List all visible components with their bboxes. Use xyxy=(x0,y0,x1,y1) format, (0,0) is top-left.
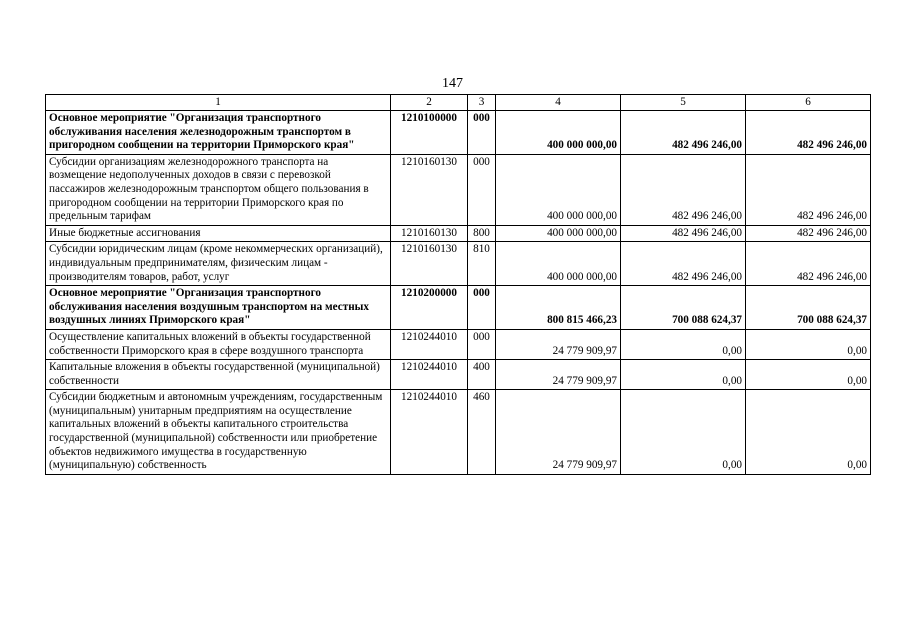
row-amount-col6: 482 496 246,00 xyxy=(746,225,871,242)
row-description: Иные бюджетные ассигнования xyxy=(46,225,391,242)
row-amount-col5: 700 088 624,37 xyxy=(621,286,746,330)
row-expense-type: 810 xyxy=(468,242,496,286)
row-amount-col5: 482 496 246,00 xyxy=(621,225,746,242)
table-row xyxy=(46,225,871,242)
budget-table xyxy=(45,94,871,475)
table-row xyxy=(46,329,871,359)
table-row xyxy=(46,286,871,330)
header-cell-4: 4 xyxy=(496,95,621,111)
row-description: Субсидии юридическим лицам (кроме некоммерческих организаций), индивидуальным предпринимателям, физическим лицам - производителям товаров, работ, услуг xyxy=(46,242,391,286)
header-cell-3: 3 xyxy=(468,95,496,111)
row-description: Осуществление капитальных вложений в объекты государственной собственности Приморского края в сфере воздушного транспорта xyxy=(46,329,391,359)
row-amount-col4: 24 779 909,97 xyxy=(496,360,621,390)
row-expense-type: 000 xyxy=(468,286,496,330)
row-target-code: 1210100000 xyxy=(391,111,468,155)
row-amount-col5: 482 496 246,00 xyxy=(621,242,746,286)
table-row xyxy=(46,242,871,286)
row-description: Основное мероприятие "Организация транспортного обслуживания населения железнодорожным транспортом в пригородном сообщении на территории Приморского края" xyxy=(46,111,391,155)
header-cell-6: 6 xyxy=(746,95,871,111)
row-expense-type: 000 xyxy=(468,329,496,359)
row-amount-col4: 800 815 466,23 xyxy=(496,286,621,330)
row-amount-col4: 400 000 000,00 xyxy=(496,154,621,225)
row-expense-type: 460 xyxy=(468,390,496,475)
row-expense-type: 800 xyxy=(468,225,496,242)
row-amount-col6: 482 496 246,00 xyxy=(746,242,871,286)
table-header-row xyxy=(46,95,871,111)
row-amount-col5: 0,00 xyxy=(621,329,746,359)
row-amount-col6: 0,00 xyxy=(746,329,871,359)
row-target-code: 1210244010 xyxy=(391,360,468,390)
table-row xyxy=(46,154,871,225)
row-description: Субсидии бюджетным и автономным учреждениям, государственным (муниципальным) унитарным предприятиям на осуществление капитальных вложений в объекты капитального строительства государственной (муниципальной) собственности или приобретение объектов недвижимого имущества в государственную (муниципальную) собственность xyxy=(46,390,391,475)
row-description: Капитальные вложения в объекты государственной (муниципальной) собственности xyxy=(46,360,391,390)
row-amount-col4: 24 779 909,97 xyxy=(496,390,621,475)
table-row xyxy=(46,111,871,155)
row-amount-col4: 24 779 909,97 xyxy=(496,329,621,359)
row-target-code: 1210160130 xyxy=(391,154,468,225)
row-amount-col4: 400 000 000,00 xyxy=(496,225,621,242)
row-description: Основное мероприятие "Организация транспортного обслуживания населения воздушным транспортом на местных воздушных линиях Приморского края" xyxy=(46,286,391,330)
row-amount-col6: 482 496 246,00 xyxy=(746,154,871,225)
row-amount-col6: 700 088 624,37 xyxy=(746,286,871,330)
row-amount-col4: 400 000 000,00 xyxy=(496,242,621,286)
row-expense-type: 400 xyxy=(468,360,496,390)
page-number: 147 xyxy=(442,76,463,91)
row-amount-col6: 482 496 246,00 xyxy=(746,111,871,155)
row-expense-type: 000 xyxy=(468,111,496,155)
row-amount-col5: 482 496 246,00 xyxy=(621,154,746,225)
row-target-code: 1210244010 xyxy=(391,390,468,475)
budget-table-body xyxy=(46,95,871,475)
row-amount-col6: 0,00 xyxy=(746,390,871,475)
row-target-code: 1210200000 xyxy=(391,286,468,330)
row-amount-col5: 482 496 246,00 xyxy=(621,111,746,155)
table-row xyxy=(46,360,871,390)
row-amount-col5: 0,00 xyxy=(621,360,746,390)
row-expense-type: 000 xyxy=(468,154,496,225)
row-description: Субсидии организациям железнодорожного транспорта на возмещение недополученных доходов в связи с перевозкой пассажиров железнодорожным транспортом общего пользования в пригородном сообщении на территории Приморского края по предельным тарифам xyxy=(46,154,391,225)
row-target-code: 1210244010 xyxy=(391,329,468,359)
table-row xyxy=(46,390,871,475)
header-cell-2: 2 xyxy=(391,95,468,111)
header-cell-1: 1 xyxy=(46,95,391,111)
row-amount-col6: 0,00 xyxy=(746,360,871,390)
row-target-code: 1210160130 xyxy=(391,225,468,242)
header-cell-5: 5 xyxy=(621,95,746,111)
row-amount-col5: 0,00 xyxy=(621,390,746,475)
row-amount-col4: 400 000 000,00 xyxy=(496,111,621,155)
row-target-code: 1210160130 xyxy=(391,242,468,286)
